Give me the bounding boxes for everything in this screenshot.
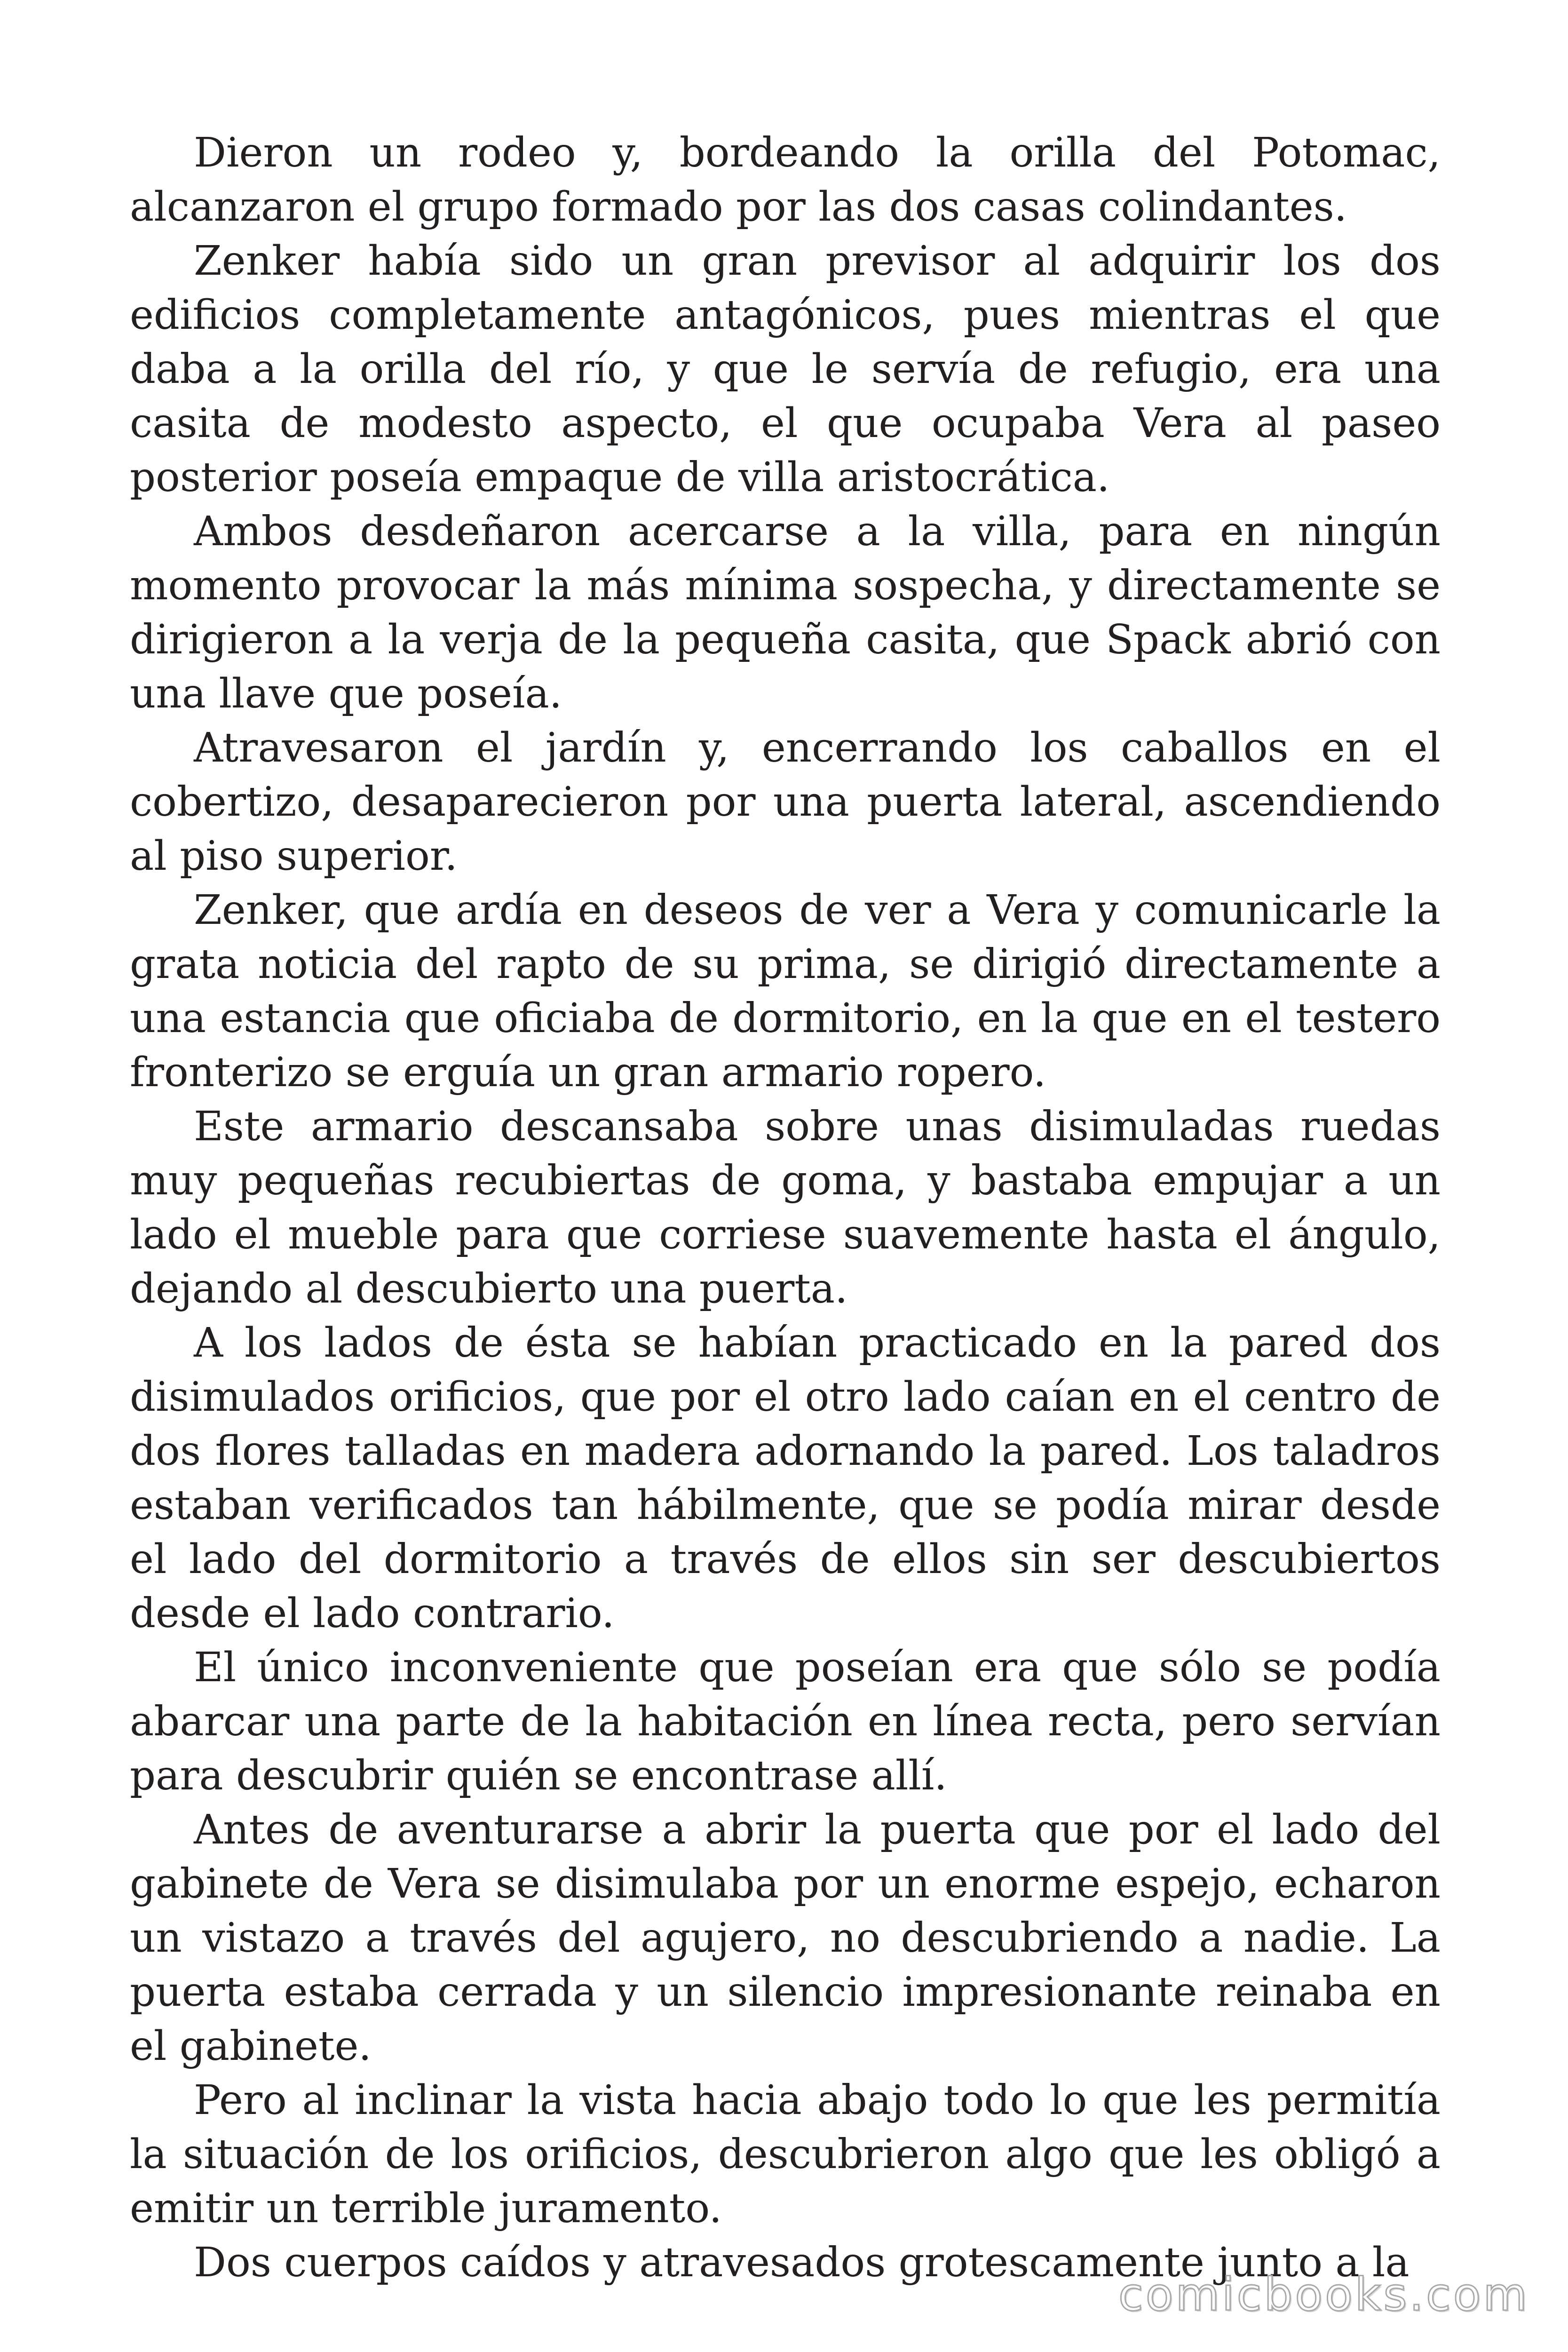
paragraph-9: Antes de aventurarse a abrir la puerta que por el lado del gabinete de Vera se disimulaba por un enorme espejo, echaron un vistazo a través del agujero, no descubriendo a nadie. La puerta estaba cerrada y un silencio impresionante reinaba en el gabinete.: [130, 1806, 1441, 2070]
paragraph-4: Atravesaron el jardín y, encerrando los caballos en el cobertizo, desaparecieron por una puerta lateral, ascendiendo al piso superior.: [130, 724, 1441, 880]
paragraph-11: Dos cuerpos caídos y atravesados grotescamente junto a la: [194, 2239, 1410, 2286]
paragraph-5: Zenker, que ardía en deseos de ver a Vera y comunicarle la grata noticia del rapto de su prima, se dirigió directamente a una estancia que oficiaba de dormitorio, en la que en el testero fronterizo se erguía un gran armario ropero.: [130, 887, 1441, 1096]
paragraph-8: El único inconveniente que poseían era que sólo se podía abarcar una parte de la habitación en línea recta, pero servían para descubrir quién se encontrase allí.: [130, 1644, 1441, 1799]
paragraph-2: Zenker había sido un gran previsor al adquirir los dos edificios completamente antagónicos, pues mientras el que daba a la orilla del río, y que le servía de refugio, era una casita de modesto aspecto, el que ocupaba Vera al paseo posterior poseía empaque de villa aristocrática.: [130, 238, 1441, 501]
paragraph-7: A los lados de ésta se habían practicado en la pared dos disimulados orificios, que por el otro lado caían en el centro de dos flores talladas en madera adornando la pared. Los taladros estaban verificados tan hábilmente, que se podía mirar desde el lado del dormitorio a través de ellos sin ser descubiertos desde el lado contrario.: [130, 1319, 1441, 1637]
paragraph-1: Dieron un rodeo y, bordeando la orilla del Potomac, alcanzaron el grupo formado por las dos casas colindantes.: [130, 129, 1441, 230]
paragraph-10: Pero al inclinar la vista hacia abajo todo lo que les permitía la situación de los orificios, descubrieron algo que les obligó a emitir un terrible juramento.: [130, 2077, 1441, 2232]
watermark: comicbooks.com: [1118, 2268, 1529, 2321]
paragraph-6: Este armario descansaba sobre unas disimuladas ruedas muy pequeñas recubiertas de goma, y bastaba empujar a un lado el mueble para que corriese suavemente hasta el ángulo, dejando al descubierto una puerta.: [130, 1103, 1441, 1312]
paragraph-3: Ambos desdeñaron acercarse a la villa, para en ningún momento provocar la más mínima sospecha, y directamente se dirigieron a la verja de la pequeña casita, que Spack abrió con una llave que poseía.: [130, 508, 1441, 717]
body-text: [130, 126, 1441, 2290]
